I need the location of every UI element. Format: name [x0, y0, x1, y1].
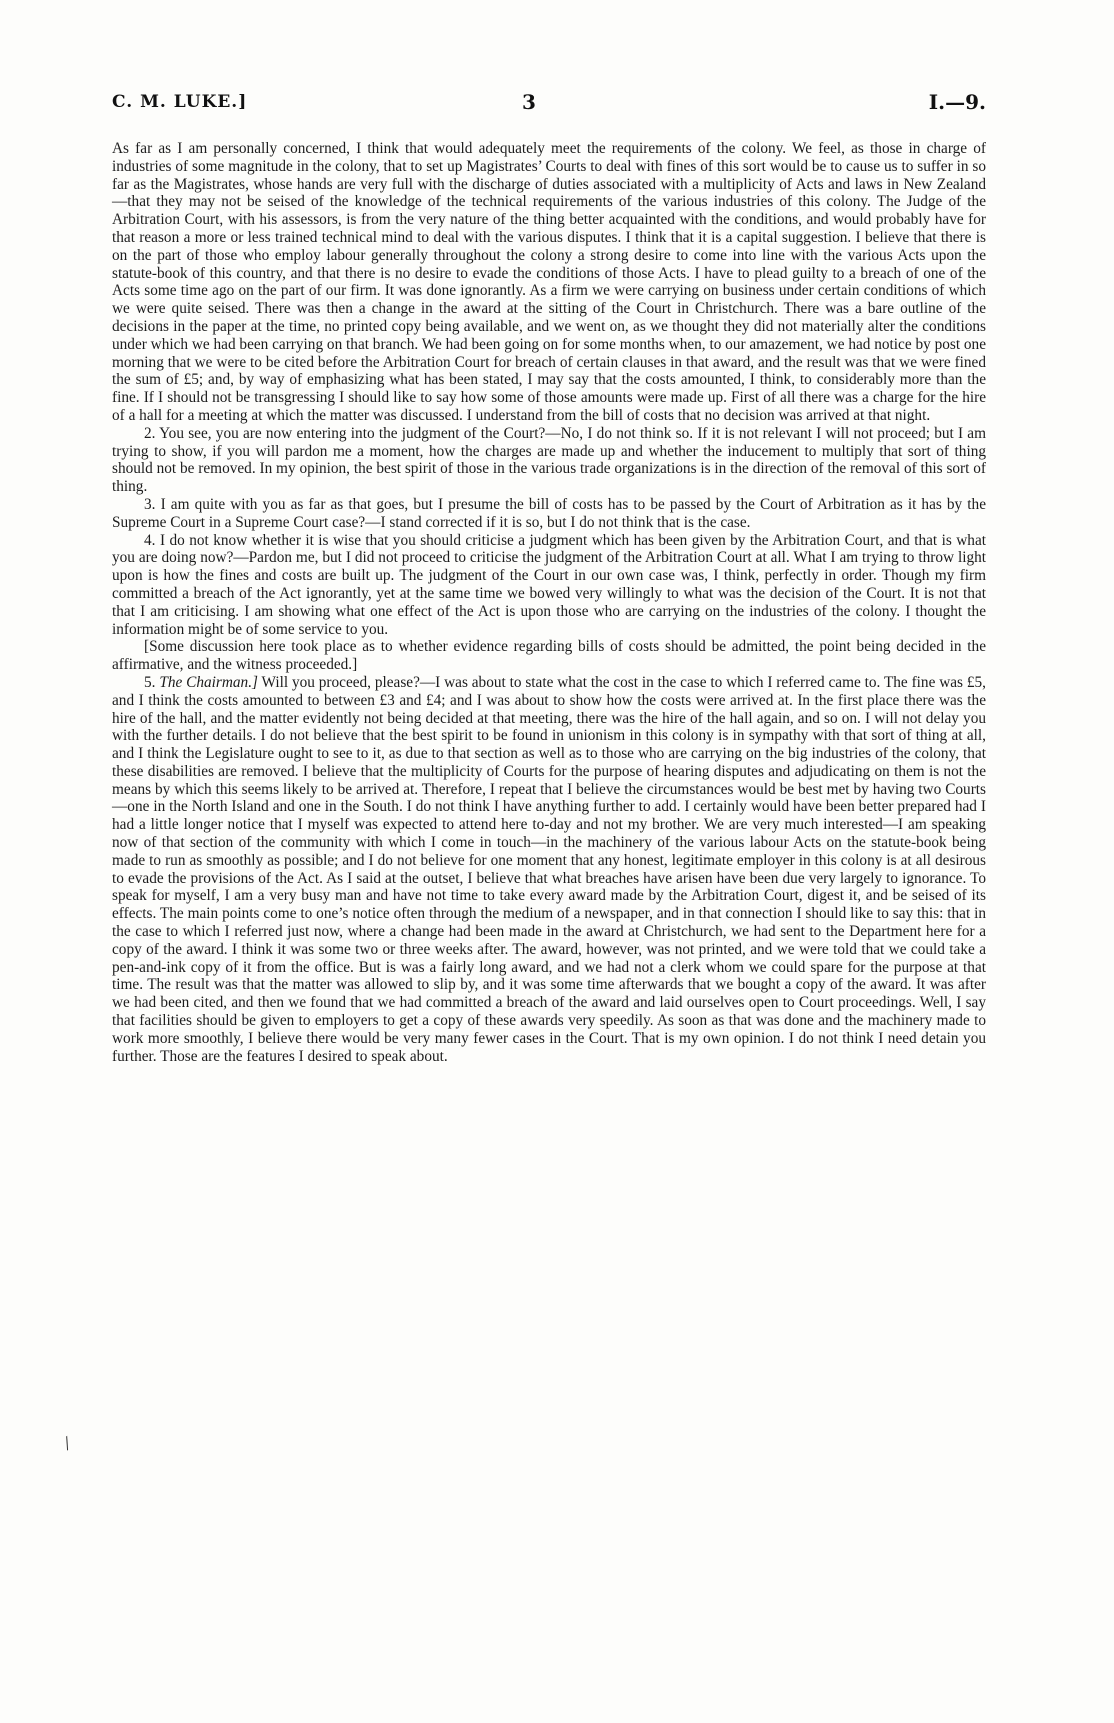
page-number: 3 — [522, 90, 536, 114]
header-witness-name: C. M. LUKE.] — [112, 92, 248, 112]
page-header — [112, 92, 986, 122]
paragraph-2 — [112, 425, 986, 496]
paragraph-4 — [112, 532, 986, 639]
speaker-name: The Chairman.] — [159, 673, 258, 691]
question-number: 3. — [144, 495, 156, 513]
paragraph-text: I am quite with you as far as that goes, but I presume the bill of costs has to be passed by the Court of Arbitration as it has by the Supreme Court in a Supreme Court case?—I stand corrected if it is so, but I do not think that is the case. — [112, 495, 986, 531]
paragraph-3 — [112, 496, 986, 532]
paragraph-text: I do not know whether it is wise that you should criticise a judgment which has been given by the Arbitration Court, and that is what you are doing now?—Pardon me, but I did not proceed to criticise the judgment of the Arbitration Court at all. What I am trying to throw light upon is how the fines and costs are built up. The judgment of the Court in our own case was, I think, perfectly in order. Though my firm committed a breach of the Act ignorantly, yet at the same time we bowed very willingly to what was the decision of the Court. It is not that that I am criticising. I am showing what one effect of the Act is upon those who are carrying on the industries of the colony. I thought the information might be of some service to you. — [112, 531, 986, 638]
paragraph-6 — [112, 674, 986, 1066]
paragraph-text: You see, you are now entering into the judgment of the Court?—No, I do not think so. If it is not relevant I will not proceed; but I am trying to show, if you will pardon me a moment, how the charges are made up and whether the inducement to multiply that sort of thing should not be removed. In my opinion, the best spirit of those in the various trade organizations is in the direction of the removal of this sort of thing. — [112, 424, 986, 496]
question-number: 2. — [144, 424, 156, 442]
paragraph-text: Will you proceed, please?—I was about to state what the cost in the case to which I referred came to. The fine was £5, and I think the costs amounted to between £3 and £4; and I was about to show how the costs were arrived at. In the first place there was the hire of the hall, and the matter evidently not being decided at that meeting, there was the hire of the hall again, and so on. I will not delay you with the further details. I do not believe that the best spirit to be found in unionism in this colony is in sympathy with that sort of thing at all, and I think the Legislature ought to see to it, as due to that section as well as to those who are carrying on the big industries of the colony, that these disabilities are removed. I believe that the multiplicity of Courts for the purpose of hearing disputes and adjudicating on them is not the means by which this seems likely to be arrived at. Therefore, I repeat that I believe the circumstances would be best met by having two Courts—one in the North Island and one in the South. I do not think I have anything further to add. I certainly would have been better prepared had I had a little longer notice that I myself was expected to attend here to-day and not my brother. We are very much interested—I am speaking now of that section of the community with which I come in touch—in the machinery of the various labour Acts on the statute-book being made to run as smoothly as possible; and I do not believe for one moment that any honest, legitimate employer in this colony is at all desirous to evade the provisions of the Act. As I said at the outset, I believe that what breaches have arisen have been due very largely to ignorance. To speak for myself, I am a very busy man and have not time to take every award made by the Arbitration Court, digest it, and be seised of its effects. The main points come to one’s notice often through the medium of a newspaper, and in that connection I should like to say this: that in the case to which I referred just now, where a change had been made in the award at Christchurch, we had sent to the Department here for a copy of the award. I think it was some two or three weeks after. The award, however, was not printed, and we were told that we could take a pen-and-ink copy of it from the office. But is was a fairly long award, and we had not a clerk whom we could spare for the purpose at that time. The result was that the matter was allowed to slip by, and it was some time afterwards that we bought a copy of the award. It was after we had been cited, and then we found that we had committed a breach of the award and laid ourselves open to Court proceedings. Well, I say that facilities should be given to employers to get a copy of these awards very speedily. As soon as that was done and the machinery made to work more smoothly, I believe there would be very many fewer cases in the Court. That is my own opinion. I do not think I need detain you further. Those are the features I desired to speak about. — [112, 673, 986, 1065]
paper-reference: I.—9. — [928, 90, 986, 114]
question-number: 4. — [144, 531, 156, 549]
margin-pencil-mark: ⁄ — [60, 1434, 74, 1453]
evidence-body — [112, 140, 986, 1065]
question-number: 5. — [144, 673, 156, 691]
paragraph-text: As far as I am personally concerned, I think that would adequately meet the requirements of the colony. We feel, as those in charge of industries of some magnitude in the colony, that to set up Magistrates’ Courts to deal with fines of this sort would be to cause us to suffer in so far as the Magistrates, whose hands are very full with the discharge of duties associated with a multiplicity of Acts and laws in New Zealand—that they may not be seised of the knowledge of the technical requirements of the various industries of this colony. The Judge of the Arbitration Court, with his assessors, is from the very nature of the thing better acquainted with the conditions, and would probably have for that reason a more or less trained technical mind to deal with the various disputes. I think that it is a capital suggestion. I believe that there is on the part of those who employ labour generally throughout the colony a strong desire to come into line with the various Acts upon the statute-book of this country, and that there is no desire to evade the conditions of those Acts. I have to plead guilty to a breach of one of the Acts some time ago on the part of our firm. It was done ignorantly. As a firm we were carrying on business under certain conditions of which we were quite seised. There was then a change in the award at the sitting of the Court in Christchurch. There was a bare outline of the decisions in the paper at the time, no printed copy being available, and we went on, as we thought they did not materially alter the conditions under which we had been carrying on that branch. We had been going on for some months when, to our amazement, we had notice by post one morning that we were to be cited before the Arbitration Court for breach of certain clauses in that award, and the result was that we were fined the sum of £5; and, by way of emphasizing what has been stated, I may say that the costs amounted, I think, to considerably more than the fine. If I should not be transgressing I should like to say how some of those amounts were made up. First of all there was a charge for the hire of a hall for a meeting at which the matter was discussed. I understand from the bill of costs that no decision was arrived at that night. — [112, 140, 986, 424]
paragraph-text: [Some discussion here took place as to whether evidence regarding bills of costs should be admitted, the point being decided in the affirmative, and the witness proceeded.] — [112, 638, 986, 674]
paragraph-5-note — [112, 638, 986, 674]
paragraph-1 — [112, 140, 986, 425]
